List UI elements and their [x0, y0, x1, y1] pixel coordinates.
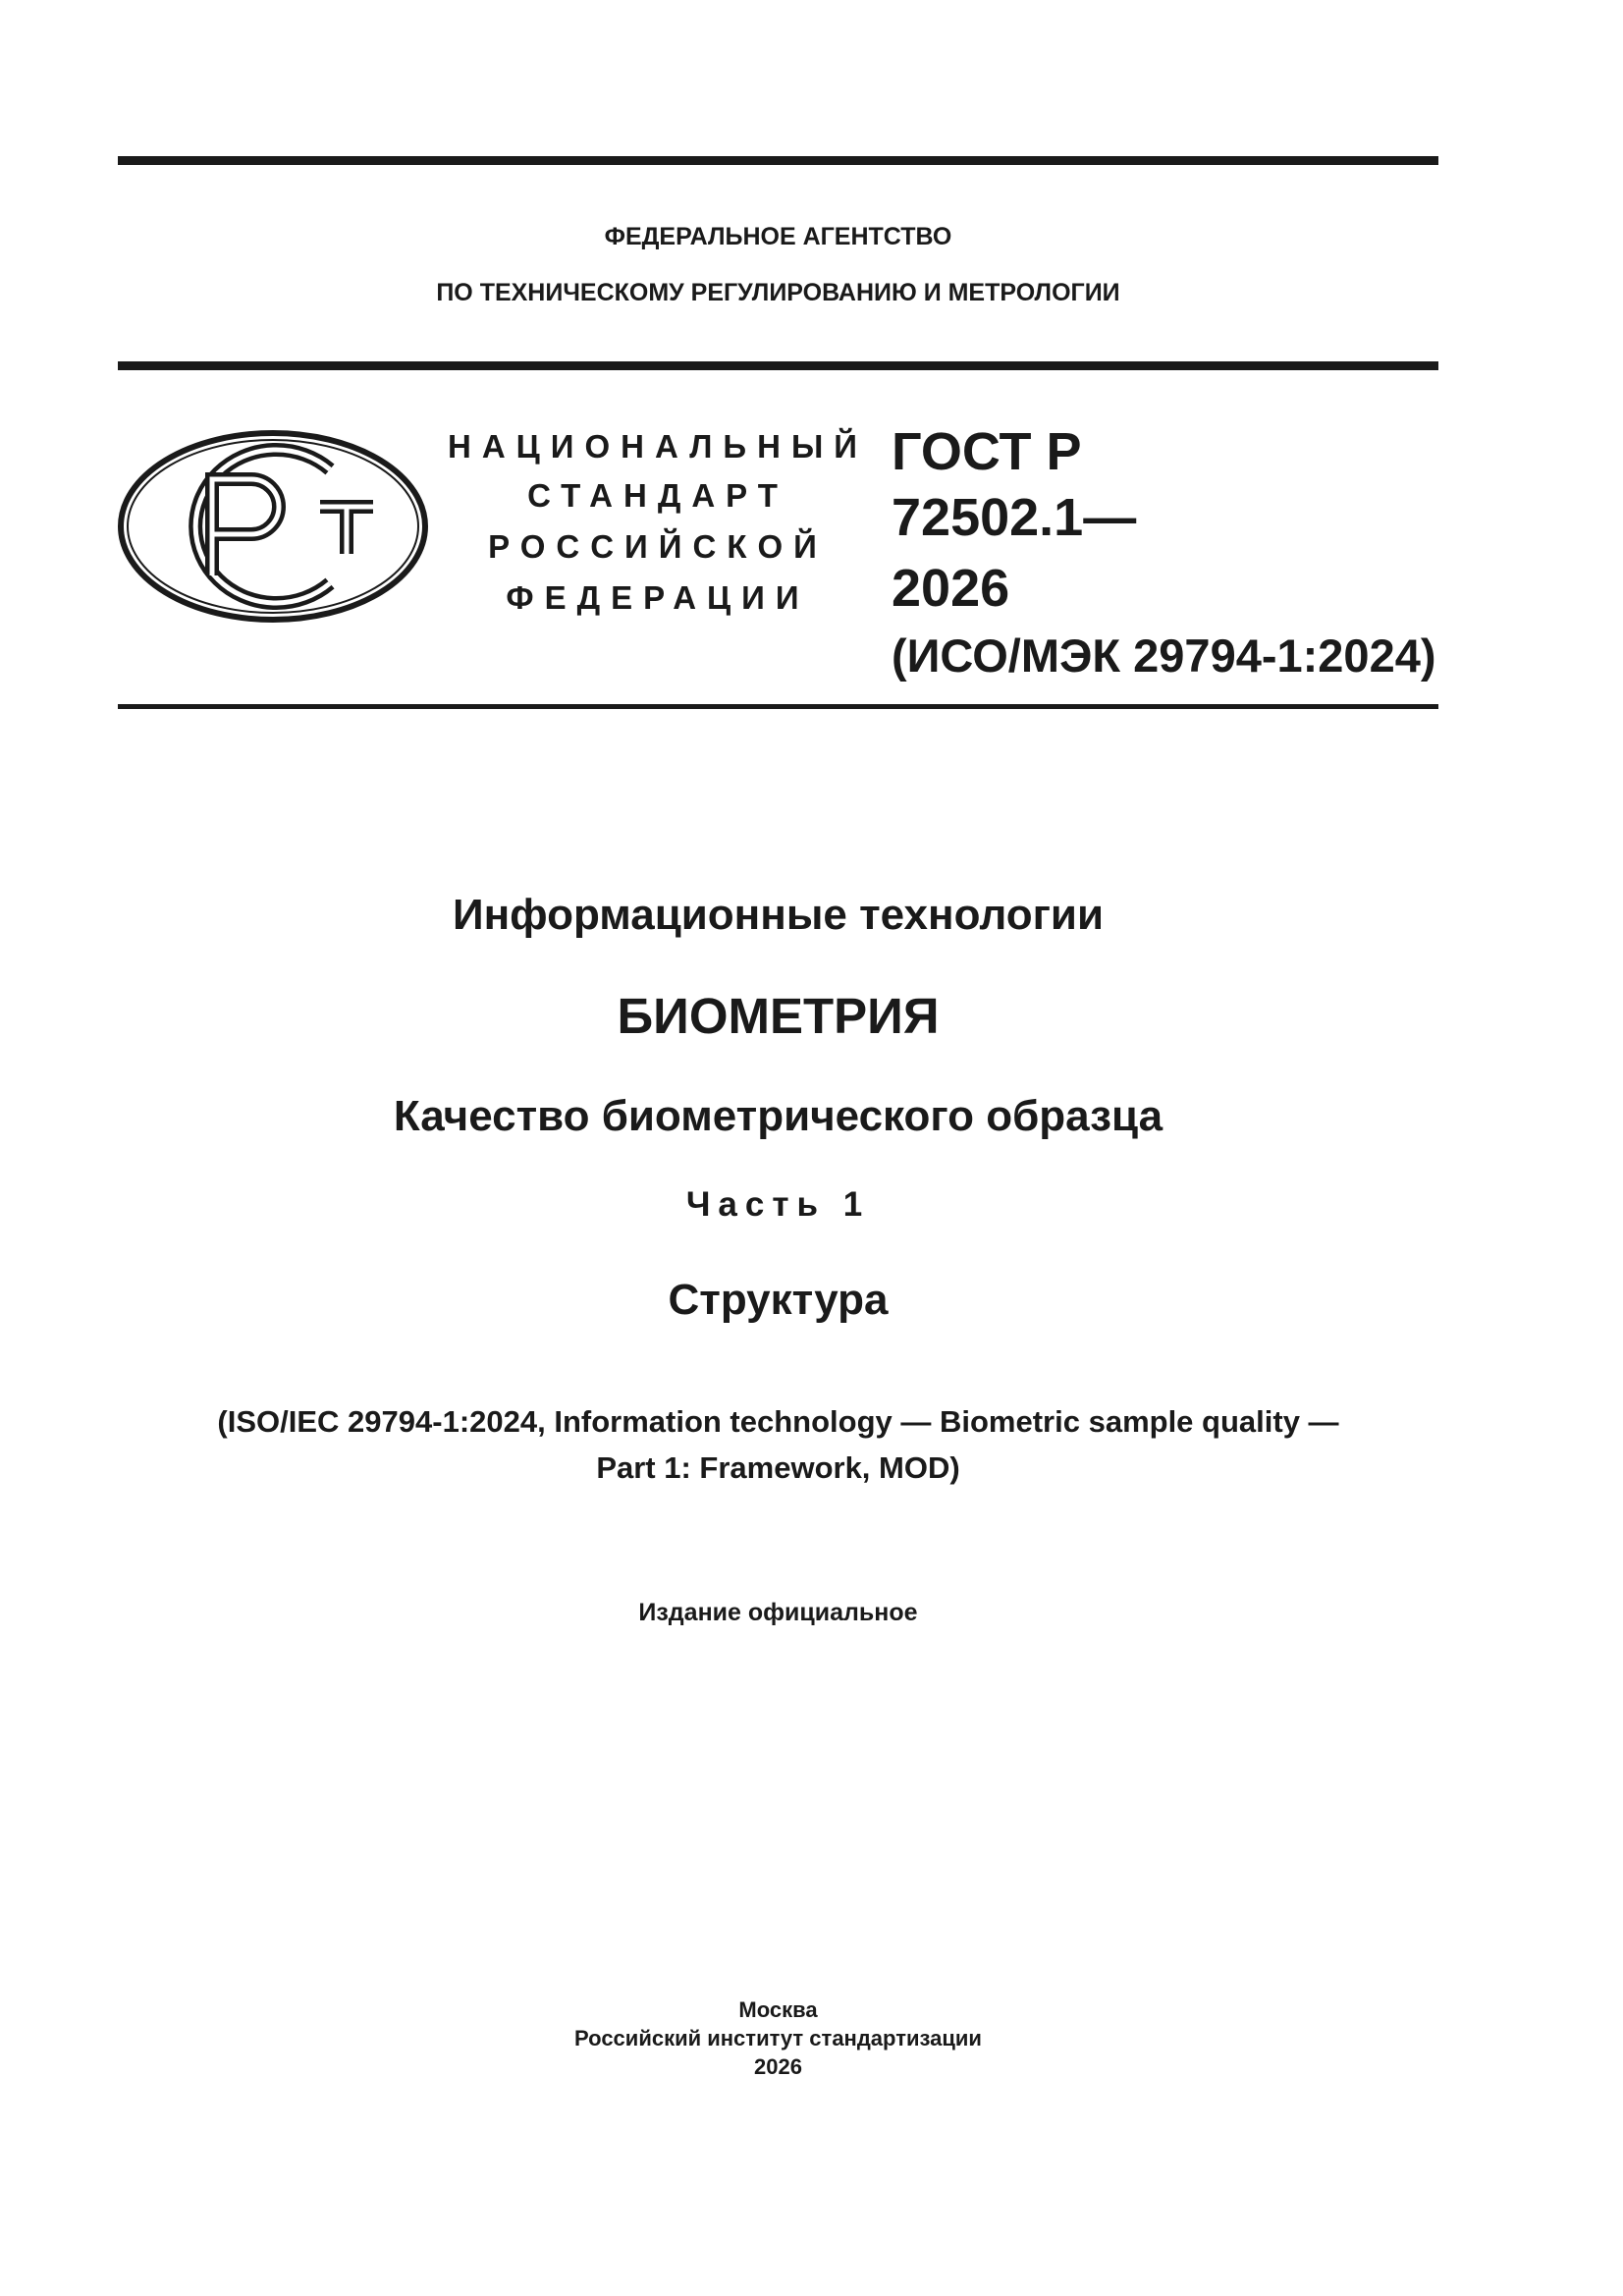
designation-line-1: ГОСТ Р: [892, 422, 1082, 481]
standard-type-line-2: СТАНДАРТ: [527, 477, 788, 514]
header-rule: [118, 361, 1438, 370]
standard-type-line-1: НАЦИОНАЛЬНЫЙ: [448, 428, 868, 465]
footer-publisher: Российский институт стандартизации: [574, 2026, 982, 2050]
iso-reference-line-1: (ISO/IEC 29794-1:2024, Information technology — Biometric sample quality —: [217, 1404, 1339, 1439]
title-line-4: Структура: [668, 1276, 889, 1324]
top-rule: [118, 156, 1438, 165]
footer-city: Москва: [738, 1997, 818, 2022]
agency-line-1: ФЕДЕРАЛЬНОЕ АГЕНТСТВО: [604, 223, 952, 250]
standard-type-line-4: ФЕДЕРАЦИИ: [506, 579, 810, 616]
rst-logo-icon: [116, 428, 430, 625]
title-line-1: Информационные технологии: [452, 891, 1105, 939]
title-line-3: Качество биометрического образца: [393, 1092, 1163, 1140]
designation-line-2: 72502.1—: [892, 488, 1137, 547]
footer-year: 2026: [754, 2054, 802, 2079]
title-part: Часть 1: [685, 1185, 871, 1224]
designation-iso: (ИСО/МЭК 29794-1:2024): [892, 629, 1436, 682]
designation-rule: [118, 704, 1438, 709]
iso-reference-line-2: Part 1: Framework, MOD): [596, 1450, 960, 1485]
standard-type-line-3: РОССИЙСКОЙ: [488, 528, 828, 565]
title-line-2: БИОМЕТРИЯ: [617, 988, 940, 1044]
designation-line-3: 2026: [892, 559, 1010, 618]
edition-label: Издание официальное: [638, 1599, 918, 1626]
agency-line-2: ПО ТЕХНИЧЕСКОМУ РЕГУЛИРОВАНИЮ И МЕТРОЛОГИИ: [436, 279, 1120, 306]
